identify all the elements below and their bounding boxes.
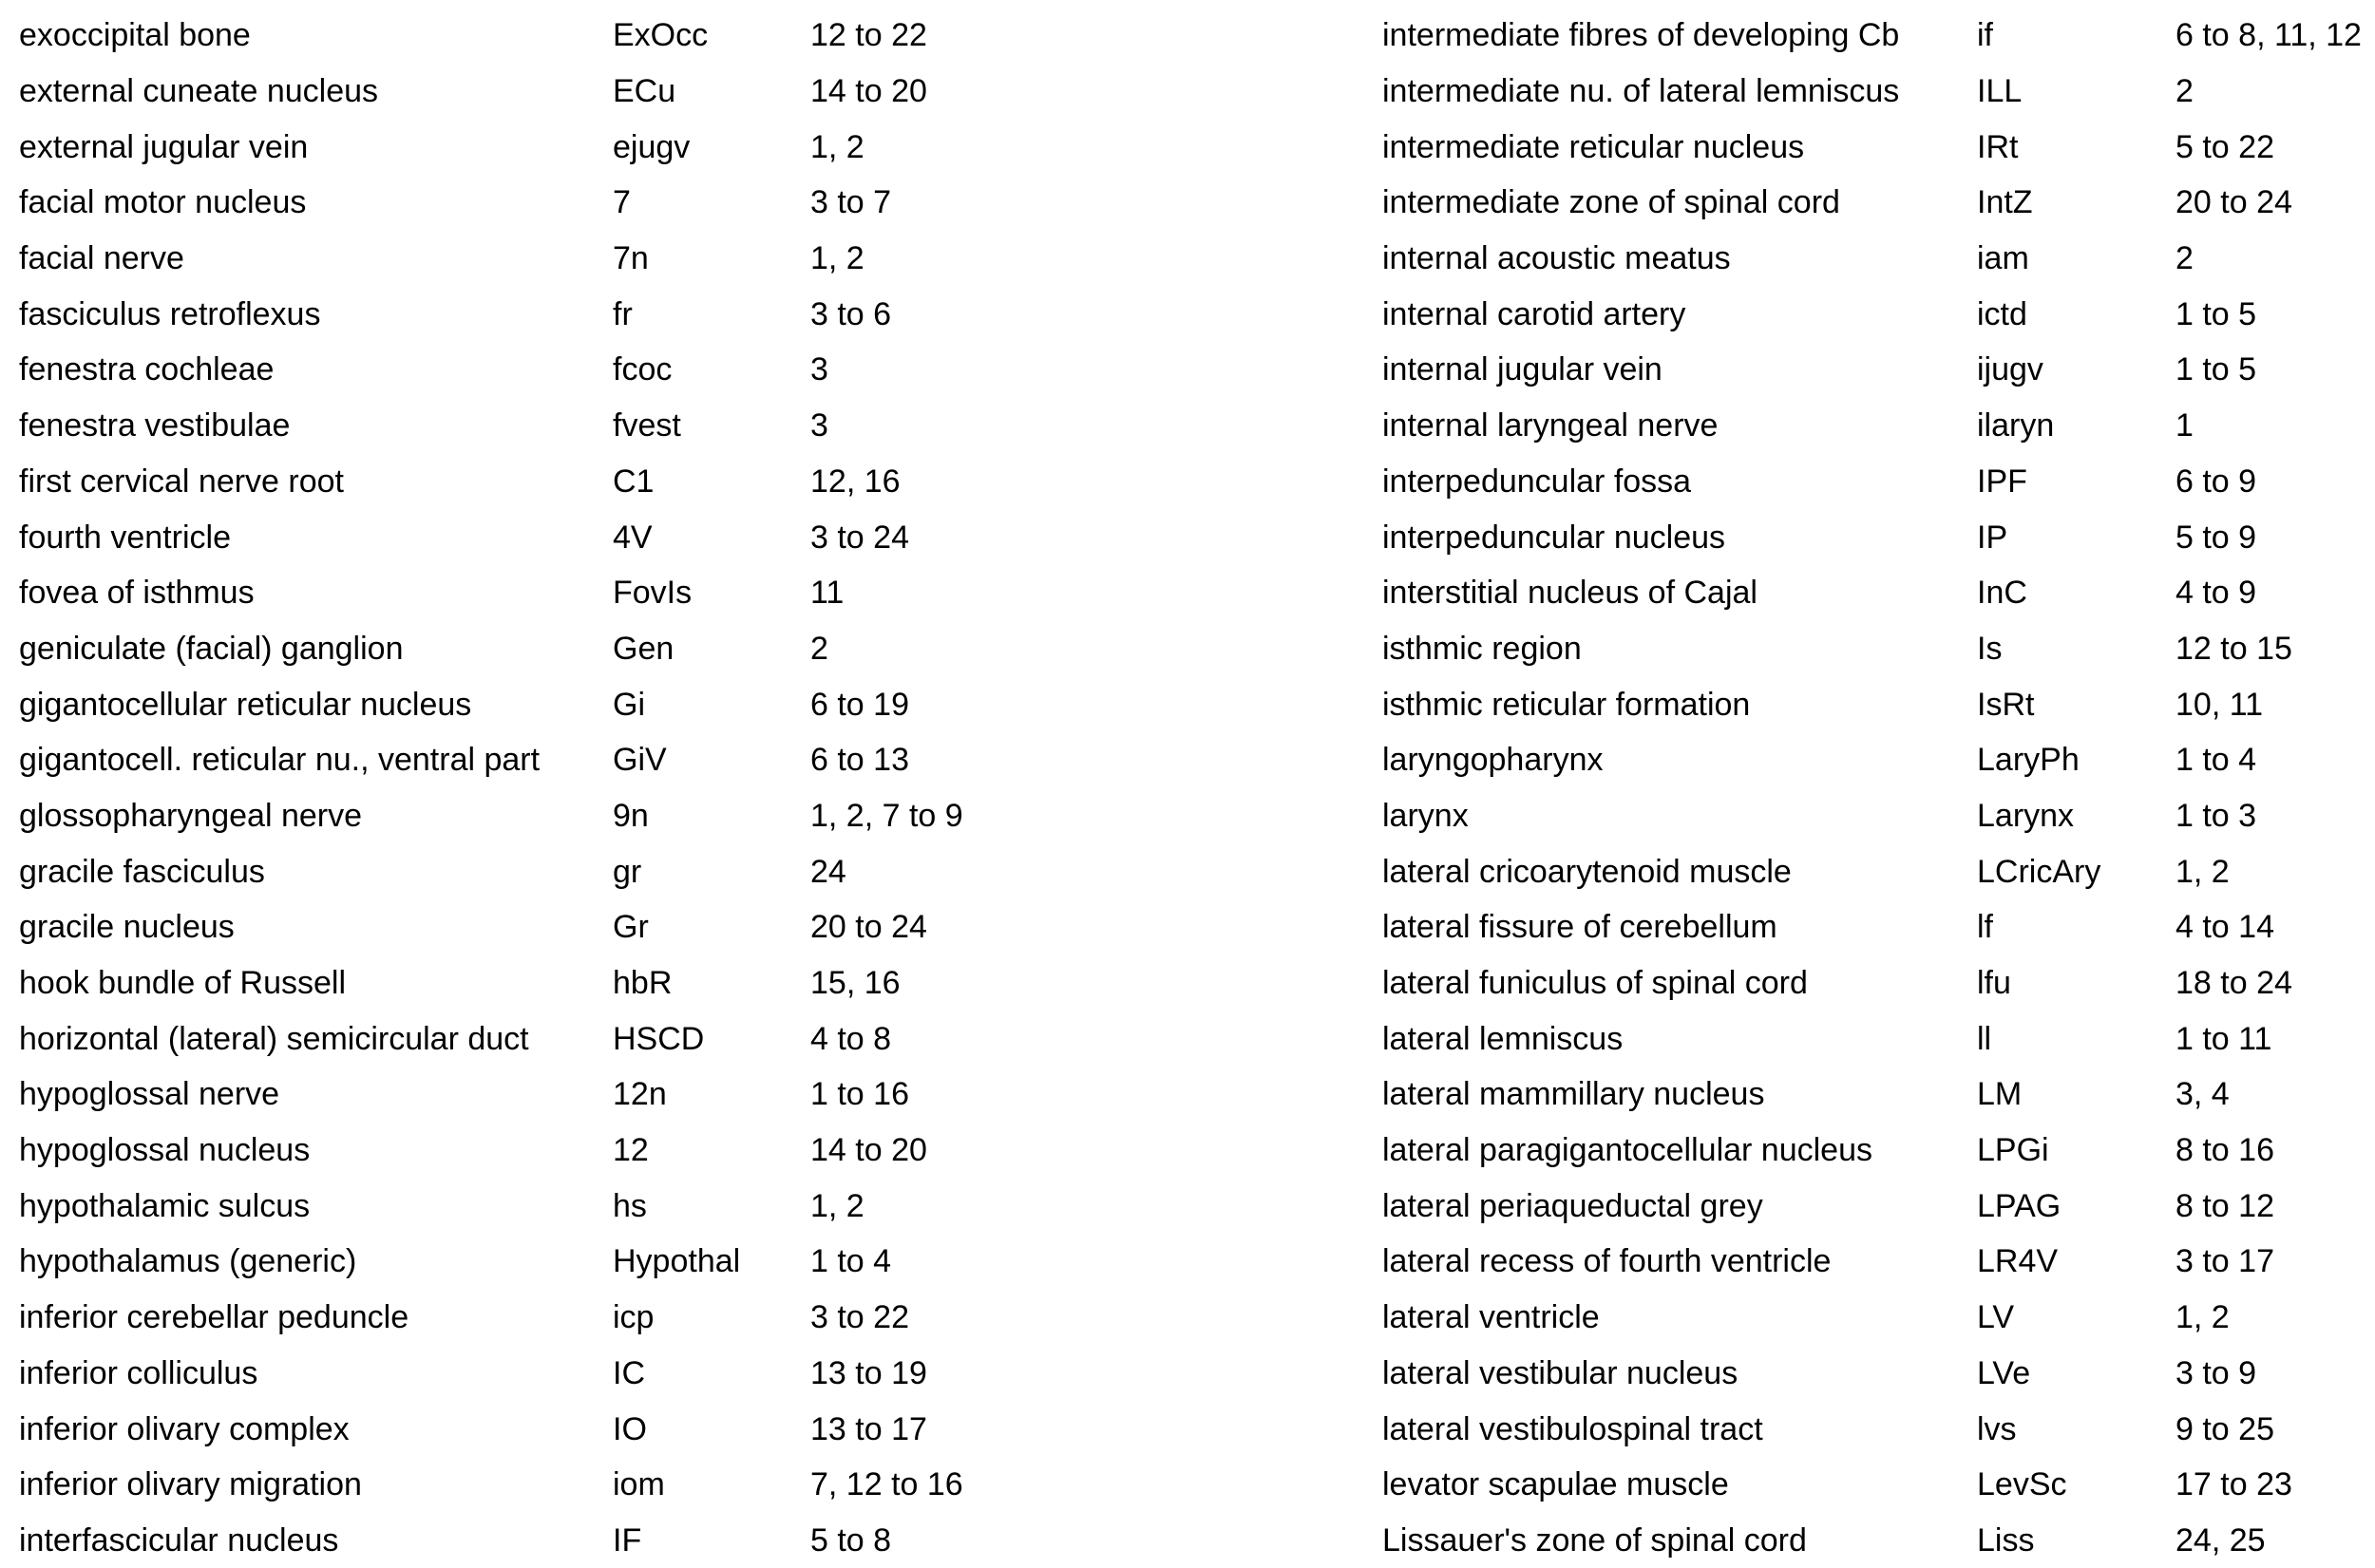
index-abbreviation: ilaryn xyxy=(1977,407,2055,444)
index-abbreviation: hbR xyxy=(613,965,673,1002)
index-term: internal carotid artery xyxy=(1382,295,1686,332)
index-term: intermediate zone of spinal cord xyxy=(1382,184,1840,221)
index-figures: 12 to 22 xyxy=(810,17,927,54)
index-figures: 2 xyxy=(2176,240,2194,277)
index-figures: 1, 2, 7 to 9 xyxy=(810,797,963,834)
index-term: glossopharyngeal nerve xyxy=(19,797,363,834)
index-figures: 4 to 8 xyxy=(810,1020,892,1057)
index-abbreviation: 9n xyxy=(613,797,649,834)
index-term: external cuneate nucleus xyxy=(19,73,379,110)
index-abbreviation: iam xyxy=(1977,240,2029,277)
index-figures: 15, 16 xyxy=(810,965,901,1002)
index-abbreviation: LPAG xyxy=(1977,1187,2062,1224)
index-row xyxy=(19,1346,1330,1402)
index-abbreviation: LM xyxy=(1977,1076,2023,1113)
index-row xyxy=(1382,1067,2375,1123)
index-figures: 10, 11 xyxy=(2176,686,2264,723)
index-abbreviation: IntZ xyxy=(1977,184,2033,221)
index-row xyxy=(1382,1457,2375,1513)
index-row xyxy=(1382,1401,2375,1457)
index-abbreviation: LVe xyxy=(1977,1354,2031,1391)
index-row xyxy=(1382,621,2375,677)
index-abbreviation: LPGi xyxy=(1977,1132,2049,1169)
index-term: gigantocellular reticular nucleus xyxy=(19,686,472,723)
index-term: lateral ventricle xyxy=(1382,1299,1600,1336)
index-abbreviation: Gen xyxy=(613,630,674,667)
index-term: hypoglossal nerve xyxy=(19,1076,280,1113)
index-term: intermediate reticular nucleus xyxy=(1382,128,1805,165)
index-row xyxy=(19,1457,1330,1513)
index-row xyxy=(1382,1346,2375,1402)
index-figures: 1 to 11 xyxy=(2176,1020,2272,1057)
index-figures: 3 to 24 xyxy=(810,519,909,556)
index-term: fourth ventricle xyxy=(19,519,231,556)
index-figures: 1 to 16 xyxy=(810,1076,909,1113)
index-figures: 1 to 4 xyxy=(2176,742,2257,779)
index-term: inferior olivary complex xyxy=(19,1410,350,1447)
index-abbreviation: HSCD xyxy=(613,1020,705,1057)
index-figures: 3 xyxy=(810,351,828,388)
index-abbreviation: icp xyxy=(613,1299,655,1336)
index-term: isthmic reticular formation xyxy=(1382,686,1751,723)
index-abbreviation: C1 xyxy=(613,463,655,500)
index-row xyxy=(19,175,1330,231)
index-abbreviation: Is xyxy=(1977,630,2003,667)
index-abbreviation: IF xyxy=(613,1521,642,1559)
index-row xyxy=(1382,8,2375,64)
index-abbreviation: ejugv xyxy=(613,128,691,165)
index-figures: 1 to 5 xyxy=(2176,351,2257,388)
index-abbreviation: ll xyxy=(1977,1020,1992,1057)
index-term: lateral fissure of cerebellum xyxy=(1382,909,1777,946)
index-row xyxy=(19,955,1330,1011)
index-abbreviation: ILL xyxy=(1977,73,2023,110)
index-abbreviation: hs xyxy=(613,1187,647,1224)
index-abbreviation: lf xyxy=(1977,909,1993,946)
index-figures: 6 to 13 xyxy=(810,742,909,779)
index-figures: 13 to 17 xyxy=(810,1410,927,1447)
index-term: levator scapulae muscle xyxy=(1382,1466,1729,1503)
index-term: lateral periaqueductal grey xyxy=(1382,1187,1763,1224)
index-abbreviation: IsRt xyxy=(1977,686,2035,723)
index-figures: 14 to 20 xyxy=(810,1132,927,1169)
index-row xyxy=(1382,1234,2375,1290)
index-figures: 8 to 16 xyxy=(2176,1132,2274,1169)
index-figures: 14 to 20 xyxy=(810,73,927,110)
index-abbreviation: ictd xyxy=(1977,295,2027,332)
index-row xyxy=(19,1123,1330,1179)
index-abbreviation: LV xyxy=(1977,1299,2015,1336)
index-abbreviation: InC xyxy=(1977,575,2027,612)
index-term: exoccipital bone xyxy=(19,17,251,54)
index-row xyxy=(19,1234,1330,1290)
index-figures: 20 to 24 xyxy=(2176,184,2292,221)
index-term: gracile fasciculus xyxy=(19,853,265,890)
index-figures: 3 to 7 xyxy=(810,184,892,221)
index-figures: 6 to 19 xyxy=(810,686,909,723)
index-abbreviation: FovIs xyxy=(613,575,693,612)
index-abbreviation: 7 xyxy=(613,184,631,221)
index-row xyxy=(1382,955,2375,1011)
index-figures: 3, 4 xyxy=(2176,1076,2230,1113)
index-row xyxy=(19,1178,1330,1234)
index-figures: 1 to 5 xyxy=(2176,295,2257,332)
index-term: lateral vestibulospinal tract xyxy=(1382,1410,1763,1447)
index-figures: 8 to 12 xyxy=(2176,1187,2274,1224)
index-term: lateral funiculus of spinal cord xyxy=(1382,965,1808,1002)
index-row xyxy=(1382,509,2375,565)
index-row xyxy=(19,119,1330,175)
index-row xyxy=(19,843,1330,899)
index-row xyxy=(1382,676,2375,732)
index-figures: 5 to 22 xyxy=(2176,128,2274,165)
index-figures: 4 to 9 xyxy=(2176,575,2257,612)
index-figures: 1, 2 xyxy=(810,1187,864,1224)
index-row xyxy=(1382,843,2375,899)
index-figures: 1, 2 xyxy=(810,240,864,277)
index-figures: 12, 16 xyxy=(810,463,901,500)
index-figures: 1 to 3 xyxy=(2176,797,2257,834)
index-figures: 1, 2 xyxy=(810,128,864,165)
index-term: facial motor nucleus xyxy=(19,184,307,221)
index-term: hook bundle of Russell xyxy=(19,965,347,1002)
index-abbreviation: GiV xyxy=(613,742,667,779)
index-row xyxy=(1382,398,2375,454)
index-term: inferior colliculus xyxy=(19,1354,258,1391)
index-figures: 5 to 8 xyxy=(810,1521,892,1559)
index-term: interpeduncular fossa xyxy=(1382,463,1692,500)
index-figures: 2 xyxy=(810,630,828,667)
index-abbreviation: lvs xyxy=(1977,1410,2017,1447)
index-term: internal laryngeal nerve xyxy=(1382,407,1719,444)
index-row xyxy=(19,1513,1330,1568)
index-term: internal acoustic meatus xyxy=(1382,240,1731,277)
index-row xyxy=(1382,1011,2375,1067)
index-row xyxy=(19,1011,1330,1067)
index-row xyxy=(1382,454,2375,510)
index-column-left xyxy=(19,8,1330,1568)
index-row xyxy=(19,286,1330,342)
index-figures: 6 to 9 xyxy=(2176,463,2257,500)
index-figures: 1, 2 xyxy=(2176,853,2230,890)
index-abbreviation: Hypothal xyxy=(613,1243,741,1280)
index-abbreviation: lfu xyxy=(1977,965,2011,1002)
index-figures: 4 to 14 xyxy=(2176,909,2274,946)
index-figures: 3 xyxy=(810,407,828,444)
index-term: isthmic region xyxy=(1382,630,1582,667)
index-term: hypoglossal nucleus xyxy=(19,1132,311,1169)
index-row xyxy=(19,788,1330,844)
index-term: inferior olivary migration xyxy=(19,1466,362,1503)
index-abbreviation: Gi xyxy=(613,686,645,723)
index-row xyxy=(1382,175,2375,231)
index-abbreviation: 12 xyxy=(613,1132,649,1169)
index-row xyxy=(1382,64,2375,120)
index-row xyxy=(1382,565,2375,621)
index-row xyxy=(19,1290,1330,1346)
index-row xyxy=(1382,286,2375,342)
index-term: lateral cricoarytenoid muscle xyxy=(1382,853,1792,890)
index-term: lateral recess of fourth ventricle xyxy=(1382,1243,1832,1280)
index-abbreviation: IRt xyxy=(1977,128,2019,165)
index-abbreviation: fvest xyxy=(613,407,681,444)
index-abbreviation: 7n xyxy=(613,240,649,277)
index-row xyxy=(19,565,1330,621)
index-term: intermediate nu. of lateral lemniscus xyxy=(1382,73,1900,110)
index-row xyxy=(19,64,1330,120)
index-abbreviation: LaryPh xyxy=(1977,742,2080,779)
index-abbreviation: fcoc xyxy=(613,351,673,388)
index-figures: 1 to 4 xyxy=(810,1243,892,1280)
index-abbreviation: if xyxy=(1977,17,1993,54)
index-abbreviation: Liss xyxy=(1977,1521,2035,1559)
index-figures: 9 to 25 xyxy=(2176,1410,2274,1447)
index-abbreviation: LevSc xyxy=(1977,1466,2067,1503)
index-abbreviation: IO xyxy=(613,1410,647,1447)
index-row xyxy=(19,8,1330,64)
index-row xyxy=(1382,1513,2375,1568)
index-row xyxy=(19,1067,1330,1123)
index-abbreviation: 4V xyxy=(613,519,653,556)
index-abbreviation: LR4V xyxy=(1977,1243,2059,1280)
index-abbreviation: fr xyxy=(613,295,633,332)
index-abbreviation: IC xyxy=(613,1354,645,1391)
index-term: external jugular vein xyxy=(19,128,309,165)
index-row xyxy=(1382,342,2375,398)
index-figures: 7, 12 to 16 xyxy=(810,1466,963,1503)
index-abbreviation: Gr xyxy=(613,909,649,946)
index-figures: 5 to 9 xyxy=(2176,519,2257,556)
index-figures: 24 xyxy=(810,853,846,890)
index-row xyxy=(19,509,1330,565)
index-abbreviation: IPF xyxy=(1977,463,2027,500)
index-abbreviation: gr xyxy=(613,853,642,890)
index-figures: 3 to 22 xyxy=(810,1299,909,1336)
index-term: fasciculus retroflexus xyxy=(19,295,321,332)
index-abbreviation: ECu xyxy=(613,73,676,110)
index-row xyxy=(19,899,1330,955)
index-term: inferior cerebellar peduncle xyxy=(19,1299,409,1336)
index-term: gigantocell. reticular nu., ventral part xyxy=(19,742,541,779)
index-term: intermediate fibres of developing Cb xyxy=(1382,17,1900,54)
index-figures: 13 to 19 xyxy=(810,1354,927,1391)
index-term: lateral lemniscus xyxy=(1382,1020,1624,1057)
index-figures: 3 to 17 xyxy=(2176,1243,2274,1280)
index-term: interpeduncular nucleus xyxy=(1382,519,1726,556)
index-column-right xyxy=(1382,8,2375,1568)
index-figures: 1 xyxy=(2176,407,2194,444)
index-figures: 3 to 9 xyxy=(2176,1354,2257,1391)
index-figures: 3 to 6 xyxy=(810,295,892,332)
index-term: hypothalamic sulcus xyxy=(19,1187,311,1224)
index-figures: 2 xyxy=(2176,73,2194,110)
index-row xyxy=(1382,732,2375,788)
index-term: laryngopharynx xyxy=(1382,742,1604,779)
index-term: interstitial nucleus of Cajal xyxy=(1382,575,1758,612)
index-row xyxy=(1382,1178,2375,1234)
index-abbreviation: iom xyxy=(613,1466,665,1503)
index-figures: 20 to 24 xyxy=(810,909,927,946)
index-row xyxy=(19,231,1330,287)
index-term: fenestra vestibulae xyxy=(19,407,291,444)
index-term: lateral paragigantocellular nucleus xyxy=(1382,1132,1872,1169)
index-abbreviation: 12n xyxy=(613,1076,667,1113)
index-row xyxy=(19,454,1330,510)
index-row xyxy=(19,621,1330,677)
index-figures: 11 xyxy=(810,575,845,612)
index-term: horizontal (lateral) semicircular duct xyxy=(19,1020,529,1057)
index-term: hypothalamus (generic) xyxy=(19,1243,357,1280)
index-abbreviation: Larynx xyxy=(1977,797,2075,834)
index-row xyxy=(1382,899,2375,955)
index-figures: 12 to 15 xyxy=(2176,630,2292,667)
index-term: fovea of isthmus xyxy=(19,575,255,612)
index-row xyxy=(19,732,1330,788)
index-figures: 1, 2 xyxy=(2176,1299,2230,1336)
index-abbreviation: IP xyxy=(1977,519,2008,556)
index-figures: 24, 25 xyxy=(2176,1521,2266,1559)
index-row xyxy=(1382,1123,2375,1179)
index-term: lateral mammillary nucleus xyxy=(1382,1076,1765,1113)
index-row xyxy=(19,1401,1330,1457)
index-row xyxy=(19,342,1330,398)
index-figures: 6 to 8, 11, 12 xyxy=(2176,17,2362,54)
index-term: interfascicular nucleus xyxy=(19,1521,339,1559)
index-figures: 18 to 24 xyxy=(2176,965,2292,1002)
index-row xyxy=(1382,119,2375,175)
index-term: lateral vestibular nucleus xyxy=(1382,1354,1738,1391)
index-abbreviation: ijugv xyxy=(1977,351,2043,388)
index-term: gracile nucleus xyxy=(19,909,235,946)
index-figures: 17 to 23 xyxy=(2176,1466,2292,1503)
index-term: internal jugular vein xyxy=(1382,351,1662,388)
index-row xyxy=(19,676,1330,732)
index-row xyxy=(1382,231,2375,287)
index-row xyxy=(1382,1290,2375,1346)
index-term: first cervical nerve root xyxy=(19,463,344,500)
index-term: Lissauer's zone of spinal cord xyxy=(1382,1521,1807,1559)
index-abbreviation: ExOcc xyxy=(613,17,709,54)
index-row xyxy=(1382,788,2375,844)
index-term: larynx xyxy=(1382,797,1469,834)
index-abbreviation: LCricAry xyxy=(1977,853,2101,890)
index-row xyxy=(19,398,1330,454)
index-term: facial nerve xyxy=(19,240,184,277)
index-term: geniculate (facial) ganglion xyxy=(19,630,404,667)
index-term: fenestra cochleae xyxy=(19,351,275,388)
